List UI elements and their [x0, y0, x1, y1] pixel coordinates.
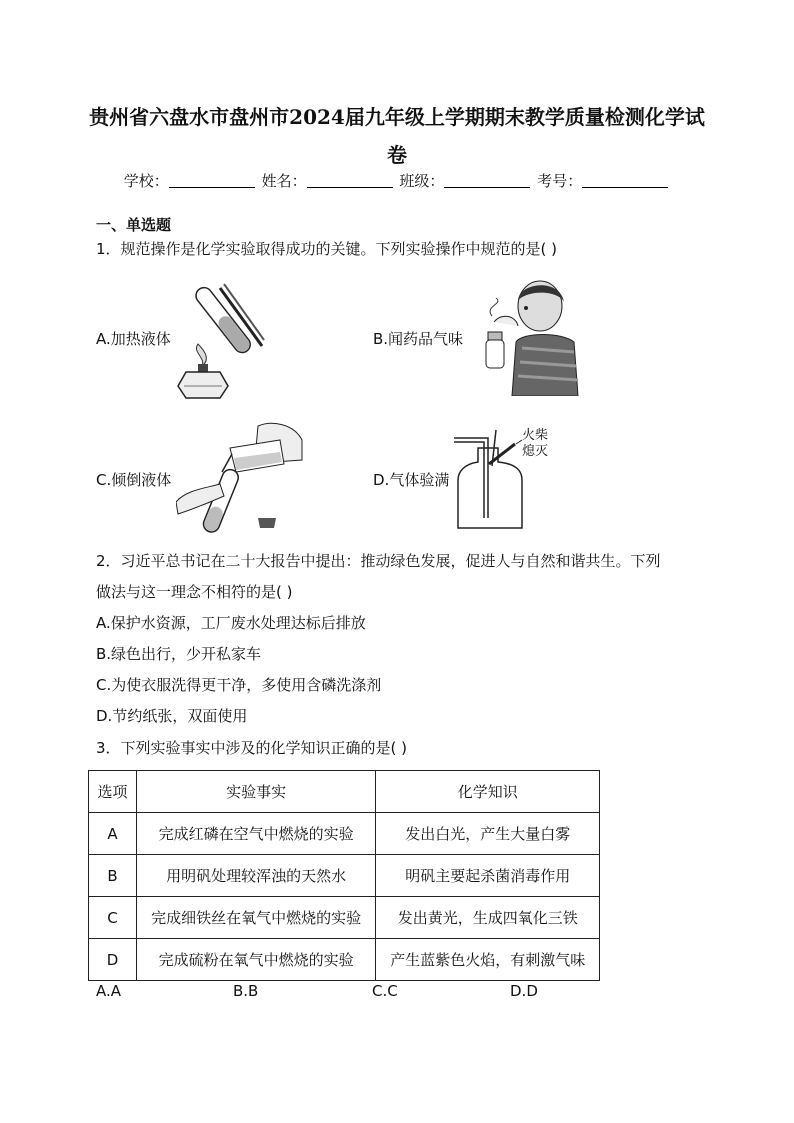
name-blank[interactable]	[307, 187, 393, 188]
class-label: 班级：	[399, 172, 445, 190]
q1-option-d-label: D.气体验满	[373, 471, 450, 489]
table-row	[89, 813, 600, 855]
q2-option-c: C.为使衣服洗得更干净，多使用含磷洗涤剂	[96, 676, 382, 694]
table-row	[89, 939, 600, 981]
table-cell: 产生蓝紫色火焰，有刺激气味	[376, 939, 600, 981]
pouring-liquid-illustration	[176, 418, 306, 540]
table-cell: C	[89, 897, 137, 939]
table-cell: A	[89, 813, 137, 855]
document-title: 贵州省六盘水市盘州市2024届九年级上学期期末教学质量检测化学试卷	[89, 105, 705, 167]
student-info-line	[0, 170, 794, 191]
q2-option-b: B.绿色出行，少开私家车	[96, 645, 262, 663]
q3-answer-a: A.A	[96, 982, 122, 1000]
smelling-chemical-illustration	[482, 276, 582, 396]
question-2-stem-line2: 做法与这一理念不相符的是( )	[96, 583, 293, 601]
table-cell: 发出白光，产生大量白雾	[376, 813, 600, 855]
q1-option-c-label: C.倾倒液体	[96, 471, 172, 489]
match-extinguished-label: 火柴熄灭	[522, 428, 549, 459]
section-heading: 一、单选题	[96, 216, 172, 234]
question-2-stem-line1: 2．习近平总书记在二十大报告中提出：推动绿色发展，促进人与自然和谐共生。下列	[96, 552, 661, 570]
table-header: 化学知识	[376, 771, 600, 813]
question-3-stem: 3．下列实验事实中涉及的化学知识正确的是( )	[96, 739, 408, 757]
q1-option-a-label: A.加热液体	[96, 330, 171, 348]
q3-answer-c: C.C	[372, 982, 398, 1000]
table-row	[89, 855, 600, 897]
heating-liquid-illustration	[176, 274, 266, 400]
table-header-row	[89, 771, 600, 813]
q3-answer-b: B.B	[233, 982, 259, 1000]
table-cell: 完成红磷在空气中燃烧的实验	[136, 813, 375, 855]
table-cell: 用明矾处理较浑浊的天然水	[136, 855, 375, 897]
q2-option-a: A.保护水资源，工厂废水处理达标后排放	[96, 614, 366, 632]
table-header: 实验事实	[136, 771, 375, 813]
table-cell: 明矾主要起杀菌消毒作用	[376, 855, 600, 897]
q3-facts-table	[88, 770, 600, 981]
table-cell: B	[89, 855, 137, 897]
school-blank[interactable]	[169, 187, 255, 188]
name-label: 姓名：	[261, 172, 307, 190]
question-1-stem: 1．规范操作是化学实验取得成功的关键。下列实验操作中规范的是( )	[96, 240, 558, 258]
table-row	[89, 897, 600, 939]
exam-number-blank[interactable]	[582, 187, 668, 188]
q3-answer-d: D.D	[510, 982, 538, 1000]
q1-option-b-label: B.闻药品气味	[373, 330, 464, 348]
table-cell: D	[89, 939, 137, 981]
school-label: 学校：	[123, 172, 169, 190]
table-cell: 完成细铁丝在氧气中燃烧的实验	[136, 897, 375, 939]
table-cell: 完成硫粉在氧气中燃烧的实验	[136, 939, 375, 981]
table-header: 选项	[89, 771, 137, 813]
class-blank[interactable]	[444, 187, 530, 188]
q2-option-d: D.节约纸张，双面使用	[96, 707, 248, 725]
exam-number-label: 考号：	[537, 172, 583, 190]
table-cell: 发出黄光，生成四氧化三铁	[376, 897, 600, 939]
